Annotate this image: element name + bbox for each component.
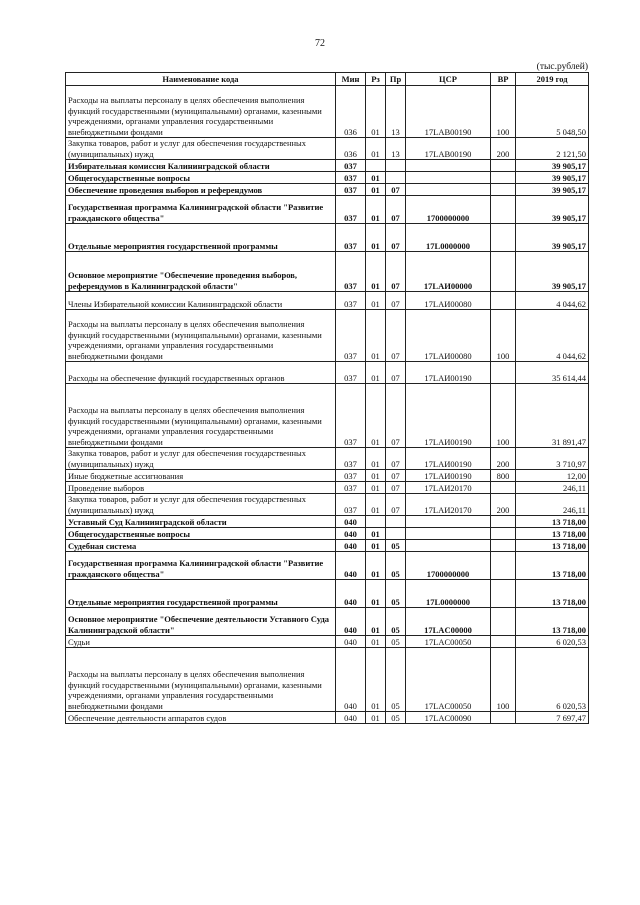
row-csr: 1700000000 xyxy=(406,196,491,224)
row-min: 040 xyxy=(336,608,366,636)
row-name: Обеспечение проведения выборов и референдумов xyxy=(66,184,336,196)
row-min: 037 xyxy=(336,384,366,448)
row-csr: 17LAИ00190 xyxy=(406,470,491,482)
row-rz: 01 xyxy=(366,482,386,494)
row-pr: 13 xyxy=(386,138,406,160)
table-row xyxy=(66,252,589,292)
row-min: 040 xyxy=(336,552,366,580)
row-rz xyxy=(366,160,386,172)
row-name: Судьи xyxy=(66,636,336,648)
row-vr: 100 xyxy=(491,648,516,712)
row-amount: 13 718,00 xyxy=(516,552,589,580)
row-name: Члены Избирательной комиссии Калининградской области xyxy=(66,292,336,310)
row-pr: 05 xyxy=(386,648,406,712)
table-row xyxy=(66,636,589,648)
row-min: 037 xyxy=(336,196,366,224)
row-pr: 05 xyxy=(386,580,406,608)
row-name: Расходы на выплаты персоналу в целях обеспечения выполнения функций государственными (муниципальными) органами, казенными учреждениями, органами управления государственными внебюджетными фондами xyxy=(66,648,336,712)
row-amount: 3 710,97 xyxy=(516,448,589,470)
row-rz: 01 xyxy=(366,184,386,196)
row-rz: 01 xyxy=(366,636,386,648)
row-vr xyxy=(491,540,516,552)
row-rz: 01 xyxy=(366,494,386,516)
row-rz: 01 xyxy=(366,310,386,362)
row-rz: 01 xyxy=(366,540,386,552)
row-pr: 07 xyxy=(386,494,406,516)
row-pr xyxy=(386,516,406,528)
row-csr: 17L0000000 xyxy=(406,580,491,608)
row-name: Отдельные мероприятия государственной программы xyxy=(66,224,336,252)
row-min: 037 xyxy=(336,184,366,196)
table-row xyxy=(66,540,589,552)
row-min: 037 xyxy=(336,470,366,482)
row-pr: 07 xyxy=(386,292,406,310)
row-rz: 01 xyxy=(366,172,386,184)
row-csr xyxy=(406,540,491,552)
row-pr: 05 xyxy=(386,608,406,636)
row-rz: 01 xyxy=(366,448,386,470)
row-pr: 07 xyxy=(386,184,406,196)
header-csr: ЦСР xyxy=(406,73,491,86)
row-min: 037 xyxy=(336,448,366,470)
table-row xyxy=(66,516,589,528)
row-name: Отдельные мероприятия государственной программы xyxy=(66,580,336,608)
table-row xyxy=(66,712,589,724)
row-name: Закупка товаров, работ и услуг для обеспечения государственных (муниципальных) нужд xyxy=(66,494,336,516)
row-name: Расходы на выплаты персоналу в целях обеспечения выполнения функций государственными (муниципальными) органами, казенными учреждениями, органами управления государственными внебюджетными фондами xyxy=(66,384,336,448)
row-rz: 01 xyxy=(366,292,386,310)
row-vr xyxy=(491,362,516,384)
row-pr: 05 xyxy=(386,636,406,648)
row-rz: 01 xyxy=(366,608,386,636)
row-amount: 7 697,47 xyxy=(516,712,589,724)
row-min: 040 xyxy=(336,540,366,552)
header-vr: ВР xyxy=(491,73,516,86)
row-pr: 07 xyxy=(386,482,406,494)
row-csr xyxy=(406,528,491,540)
row-csr: 17LAИ00080 xyxy=(406,292,491,310)
row-rz: 01 xyxy=(366,196,386,224)
row-vr xyxy=(491,712,516,724)
table-row xyxy=(66,580,589,608)
header-name: Наименование кода xyxy=(66,73,336,86)
row-csr: 17LAИ20170 xyxy=(406,494,491,516)
row-pr: 07 xyxy=(386,470,406,482)
row-name: Основное мероприятие "Обеспечение проведения выборов, референдумов в Калининградской области" xyxy=(66,252,336,292)
row-vr xyxy=(491,552,516,580)
table-row xyxy=(66,172,589,184)
row-csr: 17LAИ00190 xyxy=(406,384,491,448)
row-name: Основное мероприятие "Обеспечение деятельности Уставного Суда Калининградской области" xyxy=(66,608,336,636)
units-label: (тыс.рублей) xyxy=(536,62,588,72)
table-row xyxy=(66,160,589,172)
row-min: 037 xyxy=(336,172,366,184)
row-name: Расходы на выплаты персоналу в целях обеспечения выполнения функций государственными (муниципальными) органами, казенными учреждениями, органами управления государственными внебюджетными фондами xyxy=(66,86,336,138)
table-row xyxy=(66,448,589,470)
row-rz: 01 xyxy=(366,648,386,712)
row-vr xyxy=(491,482,516,494)
row-csr: 17LAB00190 xyxy=(406,138,491,160)
row-min: 037 xyxy=(336,482,366,494)
row-min: 037 xyxy=(336,494,366,516)
row-pr: 05 xyxy=(386,540,406,552)
row-vr xyxy=(491,516,516,528)
row-amount: 246,11 xyxy=(516,494,589,516)
row-pr xyxy=(386,172,406,184)
row-min: 037 xyxy=(336,160,366,172)
row-csr xyxy=(406,516,491,528)
row-min: 040 xyxy=(336,712,366,724)
table-row xyxy=(66,482,589,494)
row-csr: 17LAC00090 xyxy=(406,712,491,724)
budget-table xyxy=(65,72,589,724)
row-amount: 6 020,53 xyxy=(516,648,589,712)
row-min: 040 xyxy=(336,648,366,712)
row-vr: 200 xyxy=(491,138,516,160)
row-rz: 01 xyxy=(366,552,386,580)
row-amount: 5 048,50 xyxy=(516,86,589,138)
row-amount: 13 718,00 xyxy=(516,608,589,636)
row-name: Проведение выборов xyxy=(66,482,336,494)
row-pr: 07 xyxy=(386,224,406,252)
row-amount: 6 020,53 xyxy=(516,636,589,648)
header-year: 2019 год xyxy=(516,73,589,86)
row-csr: 17LAИ20170 xyxy=(406,482,491,494)
header-rz: Рз xyxy=(366,73,386,86)
table-header xyxy=(66,73,589,86)
row-csr: 17L0000000 xyxy=(406,224,491,252)
row-min: 037 xyxy=(336,310,366,362)
header-pr: Пр xyxy=(386,73,406,86)
row-csr xyxy=(406,172,491,184)
row-amount: 2 121,50 xyxy=(516,138,589,160)
row-name: Иные бюджетные ассигнования xyxy=(66,470,336,482)
row-min: 037 xyxy=(336,292,366,310)
row-rz: 01 xyxy=(366,362,386,384)
table-row xyxy=(66,608,589,636)
table-row xyxy=(66,494,589,516)
row-amount: 31 891,47 xyxy=(516,384,589,448)
row-min: 040 xyxy=(336,636,366,648)
row-vr xyxy=(491,292,516,310)
row-name: Расходы на выплаты персоналу в целях обеспечения выполнения функций государственными (муниципальными) органами, казенными учреждениями, органами управления государственными внебюджетными фондами xyxy=(66,310,336,362)
table-row xyxy=(66,552,589,580)
row-name: Государственная программа Калининградской области "Развитие гражданского общества" xyxy=(66,552,336,580)
table-row xyxy=(66,470,589,482)
row-min: 040 xyxy=(336,528,366,540)
row-name: Расходы на обеспечение функций государственных органов xyxy=(66,362,336,384)
row-csr: 17LAИ00190 xyxy=(406,362,491,384)
row-pr: 07 xyxy=(386,196,406,224)
row-vr: 100 xyxy=(491,86,516,138)
row-vr xyxy=(491,184,516,196)
table-row xyxy=(66,224,589,252)
row-pr: 07 xyxy=(386,448,406,470)
row-pr: 07 xyxy=(386,362,406,384)
row-amount: 4 044,62 xyxy=(516,310,589,362)
row-vr xyxy=(491,580,516,608)
row-csr: 17LAC00000 xyxy=(406,608,491,636)
row-rz: 01 xyxy=(366,138,386,160)
row-amount: 13 718,00 xyxy=(516,528,589,540)
row-name: Государственная программа Калининградской области "Развитие гражданского общества" xyxy=(66,196,336,224)
row-vr: 100 xyxy=(491,310,516,362)
row-csr: 17LAИ00000 xyxy=(406,252,491,292)
row-vr xyxy=(491,172,516,184)
row-pr xyxy=(386,528,406,540)
table-row xyxy=(66,310,589,362)
row-amount: 39 905,17 xyxy=(516,224,589,252)
row-name: Закупка товаров, работ и услуг для обеспечения государственных (муниципальных) нужд xyxy=(66,448,336,470)
row-amount: 4 044,62 xyxy=(516,292,589,310)
row-rz: 01 xyxy=(366,252,386,292)
row-pr: 05 xyxy=(386,712,406,724)
header-min: Мин xyxy=(336,73,366,86)
row-min: 036 xyxy=(336,138,366,160)
table-row xyxy=(66,196,589,224)
row-pr: 13 xyxy=(386,86,406,138)
row-min: 037 xyxy=(336,224,366,252)
table-row xyxy=(66,362,589,384)
row-vr xyxy=(491,608,516,636)
row-vr: 200 xyxy=(491,448,516,470)
row-amount: 39 905,17 xyxy=(516,172,589,184)
row-amount: 13 718,00 xyxy=(516,516,589,528)
row-amount: 13 718,00 xyxy=(516,580,589,608)
row-min: 037 xyxy=(336,252,366,292)
row-csr: 17LAИ00080 xyxy=(406,310,491,362)
table-row xyxy=(66,384,589,448)
table-row xyxy=(66,184,589,196)
row-pr: 05 xyxy=(386,552,406,580)
row-vr xyxy=(491,252,516,292)
row-amount: 246,11 xyxy=(516,482,589,494)
table-row xyxy=(66,86,589,138)
row-vr xyxy=(491,224,516,252)
row-csr: 17LAC00050 xyxy=(406,636,491,648)
table-row xyxy=(66,292,589,310)
row-name: Обеспечение деятельности аппаратов судов xyxy=(66,712,336,724)
row-name: Общегосударственные вопросы xyxy=(66,528,336,540)
row-rz: 01 xyxy=(366,580,386,608)
row-csr xyxy=(406,160,491,172)
row-min: 040 xyxy=(336,580,366,608)
row-csr: 17LAB00190 xyxy=(406,86,491,138)
row-amount: 39 905,17 xyxy=(516,252,589,292)
row-csr: 1700000000 xyxy=(406,552,491,580)
row-vr xyxy=(491,636,516,648)
table-body xyxy=(66,86,589,724)
row-name: Избирательная комиссия Калининградской области xyxy=(66,160,336,172)
row-rz: 01 xyxy=(366,712,386,724)
row-pr: 07 xyxy=(386,384,406,448)
row-min: 036 xyxy=(336,86,366,138)
row-rz: 01 xyxy=(366,86,386,138)
row-amount: 13 718,00 xyxy=(516,540,589,552)
row-amount: 39 905,17 xyxy=(516,196,589,224)
row-amount: 39 905,17 xyxy=(516,160,589,172)
row-vr xyxy=(491,160,516,172)
row-name: Судебная система xyxy=(66,540,336,552)
row-vr xyxy=(491,528,516,540)
row-name: Общегосударственные вопросы xyxy=(66,172,336,184)
row-pr: 07 xyxy=(386,310,406,362)
row-vr xyxy=(491,196,516,224)
row-rz xyxy=(366,516,386,528)
row-amount: 39 905,17 xyxy=(516,184,589,196)
table-row xyxy=(66,138,589,160)
row-csr xyxy=(406,184,491,196)
row-vr: 800 xyxy=(491,470,516,482)
row-csr: 17LAИ00190 xyxy=(406,448,491,470)
row-amount: 12,00 xyxy=(516,470,589,482)
table-row xyxy=(66,648,589,712)
row-rz: 01 xyxy=(366,224,386,252)
row-rz: 01 xyxy=(366,470,386,482)
table-row xyxy=(66,528,589,540)
page-number: 72 xyxy=(315,38,325,49)
row-min: 040 xyxy=(336,516,366,528)
row-rz: 01 xyxy=(366,384,386,448)
row-pr: 07 xyxy=(386,252,406,292)
row-name: Закупка товаров, работ и услуг для обеспечения государственных (муниципальных) нужд xyxy=(66,138,336,160)
row-vr: 200 xyxy=(491,494,516,516)
row-rz: 01 xyxy=(366,528,386,540)
row-name: Уставный Суд Калининградской области xyxy=(66,516,336,528)
row-min: 037 xyxy=(336,362,366,384)
row-pr xyxy=(386,160,406,172)
row-vr: 100 xyxy=(491,384,516,448)
row-amount: 35 614,44 xyxy=(516,362,589,384)
row-csr: 17LAC00050 xyxy=(406,648,491,712)
